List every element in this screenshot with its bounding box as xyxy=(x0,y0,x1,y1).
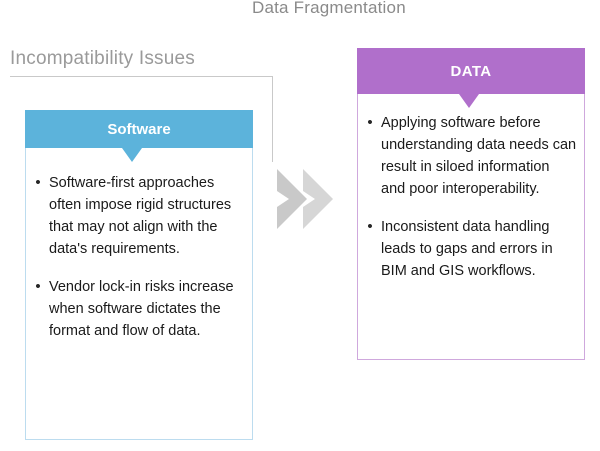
card-data-pointer xyxy=(459,94,479,108)
list-item xyxy=(27,172,251,260)
bullet-icon: • xyxy=(367,218,373,235)
card-software-header xyxy=(25,110,253,148)
list-item-text: Vendor lock-in risks increase when software dictates the format and flow of data. xyxy=(49,279,234,339)
bullet-icon: • xyxy=(35,278,41,295)
bullet-icon: • xyxy=(367,114,373,131)
double-chevron-right-icon xyxy=(273,163,345,235)
heading-left-divider-vertical xyxy=(272,76,273,162)
bullet-icon: • xyxy=(35,174,41,191)
card-data-header xyxy=(357,48,585,94)
list-item-text: Inconsistent data handling leads to gaps and errors in BIM and GIS workflows. xyxy=(381,219,553,279)
heading-incompatibility-issues: Incompatibility Issues xyxy=(10,48,195,69)
card-data-title: DATA xyxy=(450,62,492,80)
heading-left-divider xyxy=(10,76,272,77)
card-software-title: Software xyxy=(107,120,171,138)
heading-data-fragmentation: Data Fragmentation xyxy=(252,0,406,17)
list-item xyxy=(359,216,583,282)
list-item xyxy=(27,276,251,342)
card-data-bullet-list xyxy=(359,112,583,298)
list-item-text: Software-first approaches often impose rigid structures that may not align with the data's requirements. xyxy=(49,175,232,257)
list-item xyxy=(359,112,583,200)
card-software-pointer xyxy=(122,148,142,162)
card-software-bullet-list xyxy=(27,172,251,358)
list-item-text: Applying software before understanding data needs can result in siloed information and poor interoperability. xyxy=(381,115,577,197)
